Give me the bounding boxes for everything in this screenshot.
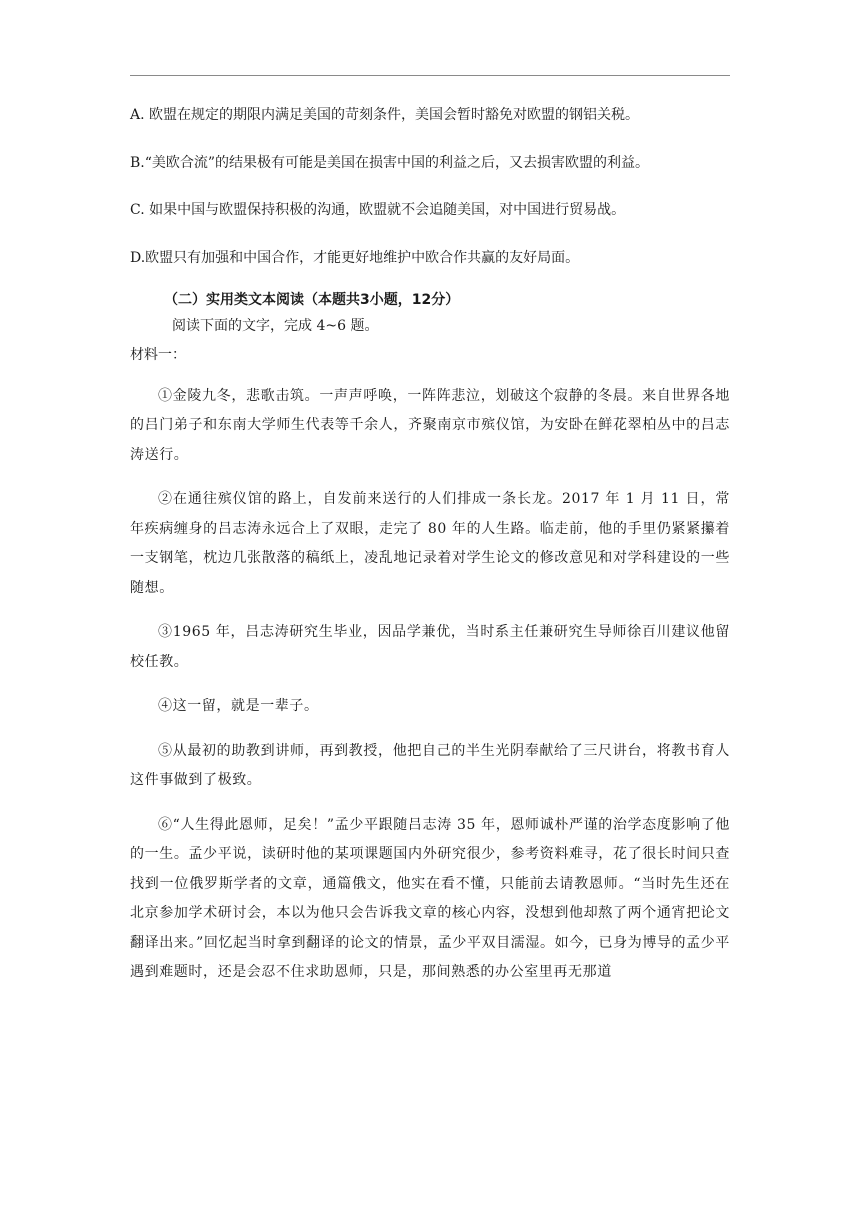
option-d[interactable]: D.欧盟只有加强和中国合作，才能更好地维护中欧合作共赢的友好局面。: [130, 249, 580, 266]
document-body: [130, 104, 730, 1003]
reading-instruction: 阅读下面的文字，完成 4~6 题。: [172, 317, 379, 334]
section-heading: （二）实用类文本阅读（本题共3小题，12分）: [164, 291, 460, 308]
option-a[interactable]: A. 欧盟在规定的期限内满足美国的苛刻条件，美国会暂时豁免对欧盟的钢铝关税。: [130, 107, 640, 123]
paragraph-4: ④这一留，就是一辈子。: [158, 698, 319, 714]
paragraph-2: ②在通往殡仪馆的路上，自发前来送行的人们排成一条长龙。2017 年 1 月 11 日，常年疾病缠身的吕志涛永远合上了双眼，走完了 80 年的人生路。临走前，他的手里仍紧紧攥着一支钢笔，枕边几张散落的稿纸上，凌乱地记录着对学生论文的修改意见和对学科建设的一些随想。: [130, 491, 730, 596]
option-c[interactable]: C. 如果中国与欧盟保持积极的沟通，欧盟就不会追随美国，对中国进行贸易战。: [130, 202, 626, 218]
header-rule: [130, 75, 730, 76]
paragraph-1: ①金陵九冬，悲歌击筑。一声声呼唤，一阵阵悲泣，划破这个寂静的冬晨。来自世界各地的吕门弟子和东南大学师生代表等千余人，齐聚南京市殡仪馆，为安卧在鲜花翠柏丛中的吕志涛送行。: [130, 387, 730, 463]
paragraph-6: ⑥“人生得此恩师，足矣！”孟少平跟随吕志涛 35 年，恩师诚朴严谨的治学态度影响了他的一生。孟少平说，读研时他的某项课题国内外研究很少，参考资料难寻，花了很长时间只查找到一位俄罗斯学者的文章，通篇俄文，他实在看不懂，只能前去请教恩师。“当时先生还在北京参加学术研讨会，本以为他只会告诉我文章的核心内容，没想到他却熬了两个通宵把论文翻译出来。”回忆起当时拿到翻译的论文的情景，孟少平双目濡湿。如今，已身为博导的孟少平遇到难题时，还是会忍不住求助恩师，只是，那间熟悉的办公室里再无那道: [130, 816, 730, 980]
paragraph-3: ③1965 年，吕志涛研究生毕业，因品学兼优，当时系主任兼研究生导师徐百川建议他留校任教。: [130, 624, 730, 670]
option-b[interactable]: B.“美欧合流”的结果极有可能是美国在损害中国的利益之后，又去损害欧盟的利益。: [130, 154, 650, 171]
material-label: 材料一：: [130, 346, 186, 363]
paragraph-5: ⑤从最初的助教到讲师，再到教授，他把自己的半生光阴奉献给了三尺讲台，将教书育人这件事做到了极致。: [130, 742, 730, 788]
